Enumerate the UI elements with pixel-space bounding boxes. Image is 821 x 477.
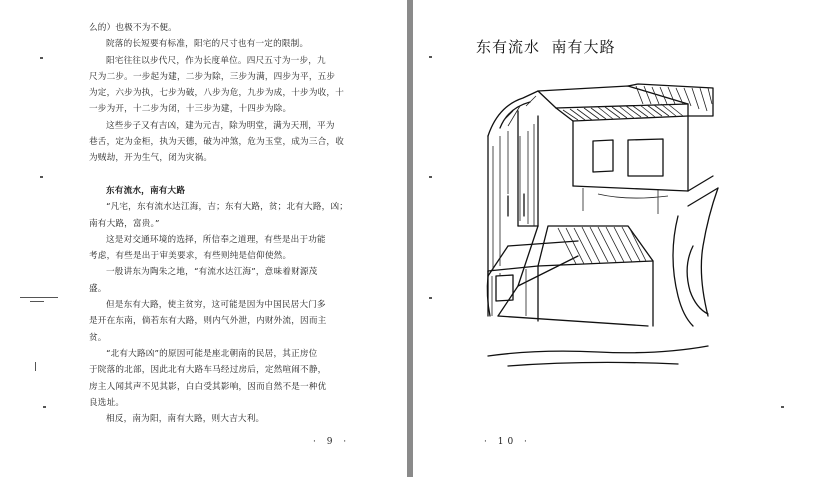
scan-mark xyxy=(781,406,784,408)
text-line: 尺为二步。一步起为建，二步为除，三步为满，四步为平，五步 xyxy=(89,71,336,82)
scan-mark xyxy=(429,56,432,58)
text-line: “凡宅，东有流水达江海，吉；东有大路，贫；北有大路，凶； xyxy=(106,202,349,213)
text-line: 这是对交通环境的选择，所信奉之道理，有些是出于功能 xyxy=(106,234,326,245)
scan-mark xyxy=(43,406,46,408)
text-line: 院落的长短要有标准，阳宅的尺寸也有一定的限制。 xyxy=(106,39,309,50)
body-text xyxy=(89,20,357,427)
text-line: 巷舌，定为金柜，执为天德，破为冲煞，危为玉堂，成为三合，收 xyxy=(89,137,345,148)
text-line: 是开在东南，倘若东有大路，则内气外泄，内财外流，因而主 xyxy=(89,316,327,327)
text-line: 这些步子又有吉凶，建为元吉，除为明堂，满为天刑，平为 xyxy=(106,120,335,131)
blank-line xyxy=(89,167,357,183)
courtyard-illustration xyxy=(478,76,724,376)
text-line: 为定，六步为执，七步为破，八步为危，九步为成，十步为收，十 xyxy=(89,88,345,99)
text-line: 为贼劫，开为生气，闭为灾祸。 xyxy=(89,153,213,164)
page-number-right: · 10 · xyxy=(484,437,531,447)
scan-mark xyxy=(40,176,43,178)
text-line: 贫。 xyxy=(89,332,107,343)
text-line: 盛。 xyxy=(89,283,107,294)
text-line: 于院落的北部，因此北有大路车马经过房后，定然喧闹不静， xyxy=(89,365,327,376)
scan-mark xyxy=(20,297,58,298)
text-line: “北有大路凶”的原因可能是座北朝南的民居，其正房位 xyxy=(106,348,318,359)
text-line: 南有大路，富贵。” xyxy=(89,218,160,229)
text-line: 相反，南为阳，南有大路，则大吉大利。 xyxy=(106,414,265,425)
scan-mark xyxy=(35,362,36,371)
scan-mark xyxy=(429,176,432,178)
text-line: 阳宅往往以步代尺，作为长度单位。四尺五寸为一步，九 xyxy=(106,55,326,66)
left-page xyxy=(0,0,407,477)
scan-mark xyxy=(40,57,43,59)
illustration-title: 东有流水 南有大路 xyxy=(476,38,616,56)
section-heading: 东有流水，南有大路 xyxy=(106,185,186,196)
text-line: 么的）也极不为不便。 xyxy=(89,23,177,33)
text-line: 一般讲东为陶朱之地，“有流水达江海”，意味着财源茂 xyxy=(106,267,318,278)
text-line: 但是东有大路，使主贫穷，这可能是因为中国民居大门多 xyxy=(106,300,326,311)
text-line: 房主人闻其声不见其影，白白受其影响，因而自然不是一种优 xyxy=(89,381,327,392)
page-number-left: · 9 · xyxy=(313,437,351,447)
text-line: 良选址。 xyxy=(89,397,125,408)
scan-mark xyxy=(30,301,44,302)
text-line: 考虑，有些是出于审美要求，有些则纯是信仰使然。 xyxy=(89,251,292,262)
scan-mark xyxy=(429,297,432,299)
text-line: 一步为开，十二步为闭，十三步为建，十四步为除。 xyxy=(89,104,292,115)
